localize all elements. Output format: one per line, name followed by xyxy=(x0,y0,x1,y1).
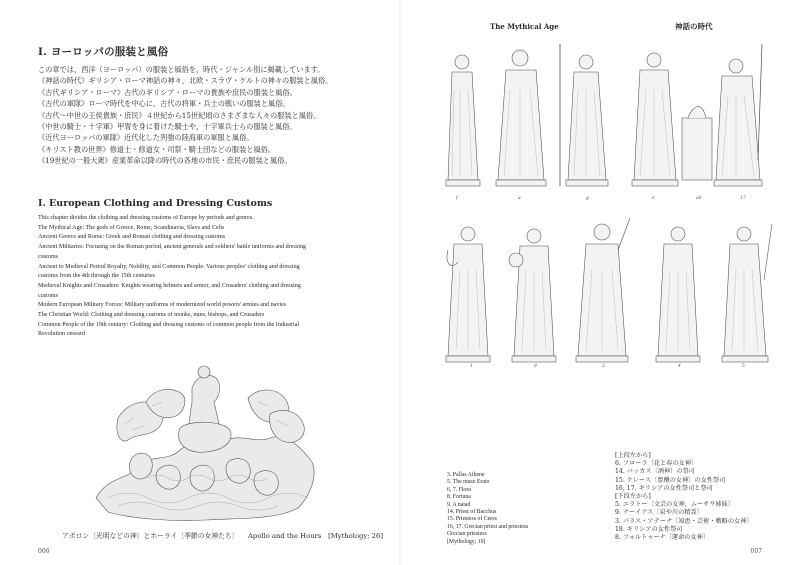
figure-label: 1 xyxy=(470,364,473,369)
caption-line: 8. フォルトゥーナ〔運命の女神〕 xyxy=(615,534,710,542)
caption-line: 3. Pallas Athene xyxy=(447,472,485,478)
plate-header-jp: 神話の時代 xyxy=(675,22,713,31)
caption-line: 6, 7. Flora xyxy=(447,486,471,493)
jp-line: 《神話の時代》ギリシア・ローマ神話の神々，北欧・スラヴ・ケルトの神々の服装と風俗。 xyxy=(38,76,333,86)
caption-line: 3. パラス・アテーナ〔知恵・芸術・戦略の女神〕 xyxy=(615,517,753,525)
figure-statue xyxy=(714,59,762,186)
jp-line: 《キリスト教の世界》修道士・修道女・司祭・騎士団などの服装と風俗。 xyxy=(38,144,276,154)
figure-statue xyxy=(446,55,480,186)
figure-statue xyxy=(632,53,678,186)
en-line: Medieval Knights and Crusaders: Knights wearing helmets and armor, and Crusaders' clothing and dressing xyxy=(38,282,301,289)
caption-line: 16, 17. Grecian priest and priestess xyxy=(447,523,529,530)
figure-label: ab xyxy=(696,196,702,201)
en-line: customs xyxy=(38,253,58,260)
jp-line: 《古代〜中世の王侯貴族・庶民》４世紀から15世紀頃のさまざまな人々の服装と風俗。 xyxy=(38,110,321,120)
caption-line: 14. バッカス〔酒神〕の祭司 xyxy=(615,468,695,476)
caption-line: 8. Fortuna xyxy=(447,494,471,501)
caption-line: 18. ギリシアの女性祭司 xyxy=(615,525,683,533)
caption-line: 15. ケレース〔豊穣の女神〕の女性祭司 xyxy=(615,476,726,484)
plate-header-en: The Mythical Age xyxy=(490,22,559,31)
figure-row-upper xyxy=(440,40,785,205)
en-line: Ancient Militaries: Focusing on the Roman period, ancient generals and soldiers' battle uniforms and dressing xyxy=(38,244,306,251)
figure-row-lower xyxy=(442,210,787,375)
jp-line: この章では，西洋（ヨーロッパ）の服装と風俗を，時代・ジャンル別に掲載しています。 xyxy=(38,65,325,74)
figure-statue xyxy=(509,229,556,362)
en-line: Revolution onward xyxy=(38,331,85,338)
en-intro-text xyxy=(38,214,373,340)
illustration-caption-jp: アポロン〔光明などの神〕とホーライ〔季節の女神たち〕 xyxy=(62,532,239,540)
figure-statue xyxy=(496,50,546,186)
plate-caption-en xyxy=(447,472,528,546)
caption-line: 9. ナーイアス〔泉や川の精霊〕 xyxy=(615,509,703,517)
page-number-left: 006 xyxy=(38,548,50,555)
figure-label: 8 xyxy=(534,364,537,369)
caption-line: 6. フローラ〔花と春の女神〕 xyxy=(615,460,698,468)
en-line: Ancient to Medieval Period Royalty, Nobility, and Common People: Various peoples' clothing and dressing xyxy=(38,263,300,270)
caption-line: [上段左から] xyxy=(615,452,651,459)
figure-statue xyxy=(566,55,608,186)
apollo-sculpture-illustration xyxy=(88,358,320,528)
figure-label: 4 xyxy=(678,364,681,369)
jp-line: 《近代ヨーロッパの軍隊》近代化した列強の陸海軍の軍服と風俗。 xyxy=(38,133,254,143)
figure-label: a xyxy=(518,196,521,201)
caption-line: [Mythology; 19] xyxy=(447,538,486,545)
figure-label: f xyxy=(456,196,458,201)
caption-line: [下段左から] xyxy=(615,493,651,501)
en-line: Common People of the 19th century: Clothing and dressing customs of common people from the Industrial xyxy=(38,321,300,328)
en-line: The Christian World: Clothing and dressing customs of monks, nuns, bishops, and Crusaders xyxy=(38,312,265,319)
en-section-heading: I. European Clothing and Dressing Customs xyxy=(38,198,273,209)
caption-line: 14. Priest of Bacchus xyxy=(447,509,497,516)
figure-label: 17 xyxy=(740,196,746,201)
en-line: Ancient Greece and Rome: Greek and Roman clothing and dressing customs xyxy=(38,234,226,241)
plate-caption-jp xyxy=(615,452,753,542)
right-page xyxy=(400,0,800,565)
figure-label: 5 xyxy=(742,364,745,369)
caption-line: 16, 17. ギリシアの女性祭司と祭司 xyxy=(615,484,713,492)
jp-line: 《古代ギリシア・ローマ》古代のギリシア・ローマの貴族や庶民の服装と風俗。 xyxy=(38,87,297,97)
en-line: The Mythical Age: The gods of Greece, Rome, Scandinavia, Slavs and Celts xyxy=(38,224,225,231)
figure-label: g xyxy=(586,196,589,201)
en-line: This chapter divides the clothing and dressing customs of Europe by periods and genres. xyxy=(38,215,254,221)
figure-statue xyxy=(722,224,772,362)
en-line: Modern European Military Forces: Military uniforms of modernized world powers' armies and navies xyxy=(38,302,287,309)
caption-line: 5. エラトー〔文芸の女神，ムーサ９姉妹〕 xyxy=(615,501,734,509)
en-line: customs xyxy=(38,292,58,299)
figure-statue xyxy=(576,218,630,362)
jp-line: 《19世紀の一般大衆》産業革命以降の時代の各地の市民・庶民の服装と風俗。 xyxy=(38,156,292,166)
figure-label: 2 xyxy=(602,364,605,369)
en-line: customs from the 4th through the 15th centuries xyxy=(38,273,155,280)
jp-section-heading: I. ヨーロッパの服装と風俗 xyxy=(38,46,169,58)
jp-line: 《古代の軍隊》ローマ時代を中心に，古代の将軍・兵士の戦いの服装と風俗。 xyxy=(38,99,290,109)
figure-label: e xyxy=(652,196,655,201)
jp-line: 《中世の騎士・十字軍》甲冑を身に着けた騎士や，十字軍兵士らの服装と風俗。 xyxy=(38,122,297,132)
caption-line: 9. A naiad xyxy=(447,501,471,508)
caption-line: 15. Priestess of Ceres xyxy=(447,516,497,523)
caption-line: 5. The muse Erato xyxy=(447,479,490,486)
page-number-right: 007 xyxy=(750,548,762,555)
caption-line: Grecian priestess xyxy=(447,531,487,538)
jp-intro-text xyxy=(38,64,368,167)
illustration-caption-en: Apollo and the Hours [Mythology; 26] xyxy=(248,532,383,540)
